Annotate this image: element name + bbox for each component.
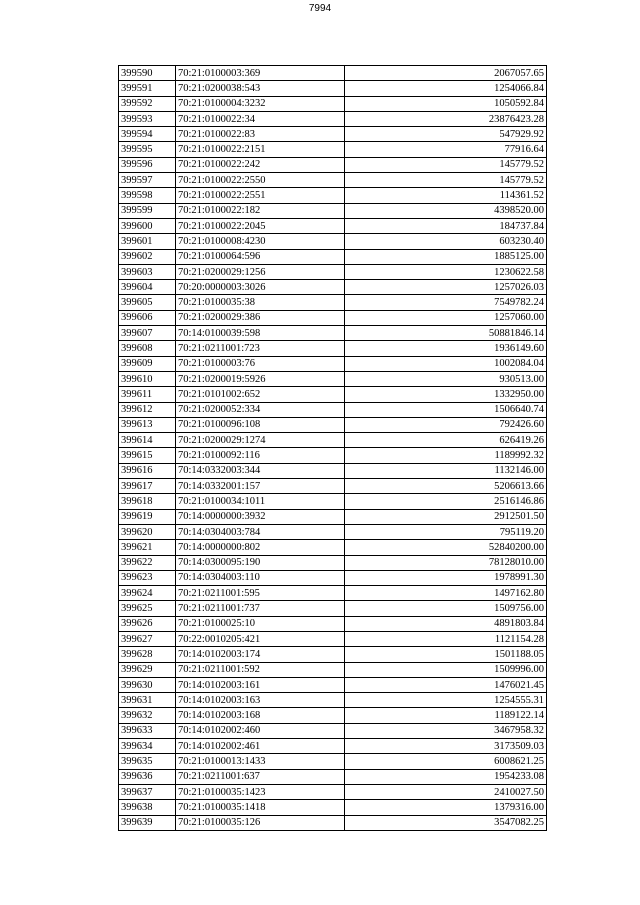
row-number-cell: 399631	[119, 693, 176, 708]
cadastral-number-cell: 70:21:0100022:2151	[176, 142, 345, 157]
table-row	[119, 601, 547, 616]
cadastral-number-cell: 70:14:0332003:344	[176, 463, 345, 478]
cadastral-value-cell: 5206613.66	[345, 479, 547, 494]
cadastral-value-cell: 1132146.00	[345, 463, 547, 478]
table-row	[119, 677, 547, 692]
row-number-cell: 399590	[119, 66, 176, 81]
row-number-cell: 399609	[119, 356, 176, 371]
cadastral-number-cell: 70:21:0100022:2045	[176, 218, 345, 233]
table-row	[119, 295, 547, 310]
cadastral-value-cell: 7549782.24	[345, 295, 547, 310]
cadastral-number-cell: 70:14:0102003:161	[176, 677, 345, 692]
cadastral-value-cell: 3467958.32	[345, 723, 547, 738]
row-number-cell: 399606	[119, 310, 176, 325]
cadastral-number-cell: 70:21:0100035:126	[176, 815, 345, 830]
cadastral-value-cell: 1189122.14	[345, 708, 547, 723]
cadastral-number-cell: 70:21:0100034:1011	[176, 494, 345, 509]
row-number-cell: 399602	[119, 249, 176, 264]
row-number-cell: 399628	[119, 647, 176, 662]
row-number-cell: 399600	[119, 218, 176, 233]
cadastral-number-cell: 70:21:0100003:369	[176, 66, 345, 81]
cadastral-value-cell: 184737.84	[345, 218, 547, 233]
row-number-cell: 399633	[119, 723, 176, 738]
cadastral-value-cell: 930513.00	[345, 371, 547, 386]
row-number-cell: 399636	[119, 769, 176, 784]
row-number-cell: 399637	[119, 784, 176, 799]
cadastral-number-cell: 70:22:0010205:421	[176, 631, 345, 646]
cadastral-value-cell: 4891803.84	[345, 616, 547, 631]
cadastral-number-cell: 70:21:0211001:637	[176, 769, 345, 784]
row-number-cell: 399599	[119, 203, 176, 218]
table-row	[119, 81, 547, 96]
row-number-cell: 399618	[119, 494, 176, 509]
table-row	[119, 616, 547, 631]
cadastral-value-cell: 1379316.00	[345, 800, 547, 815]
cadastral-number-cell: 70:21:0100022:83	[176, 127, 345, 142]
row-number-cell: 399635	[119, 754, 176, 769]
row-number-cell: 399605	[119, 295, 176, 310]
cadastral-number-cell: 70:21:0100035:1423	[176, 784, 345, 799]
table-row	[119, 739, 547, 754]
cadastral-number-cell: 70:21:0100022:34	[176, 111, 345, 126]
cadastral-value-cell: 145779.52	[345, 173, 547, 188]
table-row	[119, 188, 547, 203]
table-row	[119, 540, 547, 555]
cadastral-number-cell: 70:21:0211001:595	[176, 586, 345, 601]
cadastral-value-cell: 1121154.28	[345, 631, 547, 646]
cadastral-value-cell: 3173509.03	[345, 739, 547, 754]
cadastral-value-cell: 3547082.25	[345, 815, 547, 830]
cadastral-value-cell: 77916.64	[345, 142, 547, 157]
table-row	[119, 800, 547, 815]
cadastral-value-cell: 52840200.00	[345, 540, 547, 555]
cadastral-number-cell: 70:21:0100022:2551	[176, 188, 345, 203]
table-row	[119, 815, 547, 830]
row-number-cell: 399619	[119, 509, 176, 524]
row-number-cell: 399625	[119, 601, 176, 616]
table-row	[119, 127, 547, 142]
cadastral-number-cell: 70:21:0100035:38	[176, 295, 345, 310]
row-number-cell: 399617	[119, 479, 176, 494]
table-row	[119, 96, 547, 111]
cadastral-value-cell: 603230.40	[345, 234, 547, 249]
cadastral-number-cell: 70:20:0000003:3026	[176, 280, 345, 295]
table-row	[119, 326, 547, 341]
cadastral-number-cell: 70:21:0200019:5926	[176, 371, 345, 386]
cadastral-value-cell: 1189992.32	[345, 448, 547, 463]
cadastral-number-cell: 70:14:0000000:802	[176, 540, 345, 555]
row-number-cell: 399624	[119, 586, 176, 601]
row-number-cell: 399629	[119, 662, 176, 677]
table-row	[119, 433, 547, 448]
cadastral-value-cell: 1257060.00	[345, 310, 547, 325]
cadastral-value-cell: 78128010.00	[345, 555, 547, 570]
table-row	[119, 249, 547, 264]
table-row	[119, 448, 547, 463]
row-number-cell: 399621	[119, 540, 176, 555]
cadastral-number-cell: 70:21:0100025:10	[176, 616, 345, 631]
table-row	[119, 387, 547, 402]
table-row	[119, 371, 547, 386]
table-row	[119, 280, 547, 295]
cadastral-value-cell: 1509756.00	[345, 601, 547, 616]
cadastral-value-cell: 795119.20	[345, 524, 547, 539]
cadastral-number-cell: 70:21:0211001:723	[176, 341, 345, 356]
row-number-cell: 399620	[119, 524, 176, 539]
row-number-cell: 399615	[119, 448, 176, 463]
table-row	[119, 479, 547, 494]
cadastral-value-table	[118, 65, 547, 831]
cadastral-value-cell: 1978991.30	[345, 570, 547, 585]
row-number-cell: 399639	[119, 815, 176, 830]
cadastral-number-cell: 70:21:0100004:3232	[176, 96, 345, 111]
cadastral-value-cell: 1002084.04	[345, 356, 547, 371]
table-row	[119, 203, 547, 218]
cadastral-number-cell: 70:14:0304003:784	[176, 524, 345, 539]
cadastral-number-cell: 70:21:0100008:4230	[176, 234, 345, 249]
row-number-cell: 399611	[119, 387, 176, 402]
cadastral-value-cell: 547929.92	[345, 127, 547, 142]
cadastral-value-cell: 1885125.00	[345, 249, 547, 264]
table-row	[119, 111, 547, 126]
row-number-cell: 399593	[119, 111, 176, 126]
cadastral-number-cell: 70:14:0102003:163	[176, 693, 345, 708]
cadastral-value-cell: 1509996.00	[345, 662, 547, 677]
row-number-cell: 399592	[119, 96, 176, 111]
row-number-cell: 399613	[119, 417, 176, 432]
table-row	[119, 264, 547, 279]
table-row	[119, 463, 547, 478]
cadastral-value-cell: 1501188.05	[345, 647, 547, 662]
cadastral-number-cell: 70:14:0304003:110	[176, 570, 345, 585]
cadastral-value-cell: 23876423.28	[345, 111, 547, 126]
row-number-cell: 399597	[119, 173, 176, 188]
cadastral-value-cell: 114361.52	[345, 188, 547, 203]
cadastral-value-cell: 2912501.50	[345, 509, 547, 524]
cadastral-value-cell: 1497162.80	[345, 586, 547, 601]
cadastral-value-cell: 1254066.84	[345, 81, 547, 96]
row-number-cell: 399596	[119, 157, 176, 172]
row-number-cell: 399604	[119, 280, 176, 295]
table-row	[119, 402, 547, 417]
row-number-cell: 399612	[119, 402, 176, 417]
row-number-cell: 399622	[119, 555, 176, 570]
table-row	[119, 494, 547, 509]
row-number-cell: 399603	[119, 264, 176, 279]
row-number-cell: 399638	[119, 800, 176, 815]
table-row	[119, 524, 547, 539]
table-row	[119, 417, 547, 432]
row-number-cell: 399632	[119, 708, 176, 723]
cadastral-value-cell: 145779.52	[345, 157, 547, 172]
table-row	[119, 356, 547, 371]
row-number-cell: 399626	[119, 616, 176, 631]
cadastral-value-cell: 1936149.60	[345, 341, 547, 356]
table-row	[119, 218, 547, 233]
row-number-cell: 399591	[119, 81, 176, 96]
cadastral-number-cell: 70:21:0100064:596	[176, 249, 345, 264]
cadastral-number-cell: 70:21:0100022:242	[176, 157, 345, 172]
cadastral-value-cell: 626419.26	[345, 433, 547, 448]
cadastral-number-cell: 70:21:0200052:334	[176, 402, 345, 417]
row-number-cell: 399601	[119, 234, 176, 249]
cadastral-value-cell: 1954233.08	[345, 769, 547, 784]
table-row	[119, 570, 547, 585]
cadastral-value-cell: 1050592.84	[345, 96, 547, 111]
table-row	[119, 234, 547, 249]
cadastral-value-cell: 1230622.58	[345, 264, 547, 279]
cadastral-value-cell: 2067057.65	[345, 66, 547, 81]
table-row	[119, 555, 547, 570]
cadastral-number-cell: 70:21:0200038:543	[176, 81, 345, 96]
cadastral-value-cell: 2516146.86	[345, 494, 547, 509]
table-row	[119, 157, 547, 172]
cadastral-value-cell: 1506640.74	[345, 402, 547, 417]
table-row	[119, 586, 547, 601]
table-row	[119, 693, 547, 708]
row-number-cell: 399616	[119, 463, 176, 478]
cadastral-value-cell: 1332950.00	[345, 387, 547, 402]
cadastral-number-cell: 70:21:0100022:2550	[176, 173, 345, 188]
cadastral-number-cell: 70:21:0101002:652	[176, 387, 345, 402]
cadastral-value-cell: 1254555.31	[345, 693, 547, 708]
table-row	[119, 769, 547, 784]
cadastral-number-cell: 70:21:0100092:116	[176, 448, 345, 463]
cadastral-value-cell: 792426.60	[345, 417, 547, 432]
cadastral-value-cell: 6008621.25	[345, 754, 547, 769]
cadastral-value-cell: 4398520.00	[345, 203, 547, 218]
row-number-cell: 399607	[119, 326, 176, 341]
table-row	[119, 631, 547, 646]
table-row	[119, 662, 547, 677]
cadastral-number-cell: 70:21:0211001:592	[176, 662, 345, 677]
row-number-cell: 399595	[119, 142, 176, 157]
table-row	[119, 723, 547, 738]
table-row	[119, 647, 547, 662]
table-row	[119, 142, 547, 157]
table-row	[119, 310, 547, 325]
cadastral-value-cell: 1257026.03	[345, 280, 547, 295]
row-number-cell: 399598	[119, 188, 176, 203]
cadastral-number-cell: 70:14:0102003:168	[176, 708, 345, 723]
row-number-cell: 399623	[119, 570, 176, 585]
row-number-cell: 399627	[119, 631, 176, 646]
cadastral-value-cell: 1476021.45	[345, 677, 547, 692]
cadastral-number-cell: 70:21:0100013:1433	[176, 754, 345, 769]
table-row	[119, 784, 547, 799]
row-number-cell: 399610	[119, 371, 176, 386]
table-row	[119, 754, 547, 769]
table-row	[119, 173, 547, 188]
cadastral-number-cell: 70:14:0000000:3932	[176, 509, 345, 524]
cadastral-value-cell: 2410027.50	[345, 784, 547, 799]
cadastral-number-cell: 70:21:0211001:737	[176, 601, 345, 616]
cadastral-number-cell: 70:21:0200029:1256	[176, 264, 345, 279]
cadastral-number-cell: 70:21:0200029:1274	[176, 433, 345, 448]
row-number-cell: 399630	[119, 677, 176, 692]
table-row	[119, 708, 547, 723]
row-number-cell: 399608	[119, 341, 176, 356]
cadastral-number-cell: 70:14:0100039:598	[176, 326, 345, 341]
cadastral-number-cell: 70:21:0100022:182	[176, 203, 345, 218]
table-row	[119, 509, 547, 524]
cadastral-number-cell: 70:21:0100035:1418	[176, 800, 345, 815]
cadastral-number-cell: 70:21:0200029:386	[176, 310, 345, 325]
cadastral-number-cell: 70:14:0102003:174	[176, 647, 345, 662]
cadastral-value-cell: 50881846.14	[345, 326, 547, 341]
cadastral-number-cell: 70:21:0100003:76	[176, 356, 345, 371]
page-number: 7994	[308, 3, 332, 14]
cadastral-number-cell: 70:14:0102002:460	[176, 723, 345, 738]
cadastral-number-cell: 70:14:0102002:461	[176, 739, 345, 754]
table-row	[119, 341, 547, 356]
cadastral-number-cell: 70:21:0100096:108	[176, 417, 345, 432]
row-number-cell: 399634	[119, 739, 176, 754]
table-row	[119, 66, 547, 81]
row-number-cell: 399594	[119, 127, 176, 142]
table-body	[119, 66, 547, 831]
row-number-cell: 399614	[119, 433, 176, 448]
cadastral-number-cell: 70:14:0332001:157	[176, 479, 345, 494]
cadastral-number-cell: 70:14:0300095:190	[176, 555, 345, 570]
